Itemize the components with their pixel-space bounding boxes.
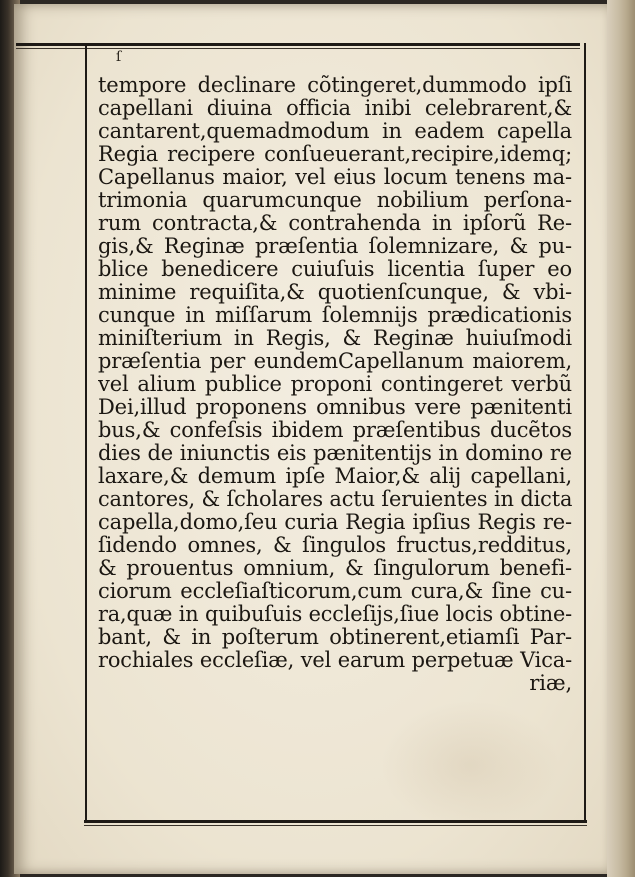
bottom-border-rule	[84, 820, 587, 823]
text-line: trimonia quarumcunque nobilium perſona-	[98, 189, 572, 212]
text-line: rochiales eccleſiæ, vel earum perpetuæ Vica-	[98, 649, 572, 672]
text-line: cantarent,quemadmodum in eadem capella	[98, 120, 572, 143]
text-line: minime requiſita,& quotienſcunque, & vbi-	[98, 281, 572, 304]
text-line: capella,domo,ſeu curia Regia ipſius Regis re-	[98, 511, 572, 534]
paper-stain	[380, 700, 560, 830]
top-border-thin-rule	[16, 48, 580, 49]
text-line: miniſterium in Regis, & Reginæ huiuſmodi	[98, 327, 572, 350]
text-line: blice benedicere cuiuſuis licentia ſuper eo	[98, 258, 572, 281]
left-border-rule	[85, 43, 87, 823]
top-border-rule	[16, 43, 580, 46]
text-line: ciorum eccleſiaſticorum,cum cura,& ſine cu-	[98, 580, 572, 603]
top-mark: ſ	[116, 49, 122, 65]
text-line: laxare,& demum ipſe Maior,& alij capellani,	[98, 465, 572, 488]
text-line-last: riæ,	[529, 672, 572, 695]
text-line: capellani diuina officia inibi celebrarent,&	[98, 97, 572, 120]
text-line: ra,quæ in quibuſuis eccleſijs,ſiue locis obtine-	[98, 603, 572, 626]
text-line: tempore declinare cõtingeret,dummodo ipſi	[98, 74, 572, 97]
text-line: vel alium publice proponi contingeret verbũ	[98, 373, 572, 396]
text-line: Regia recipere conſueuerant,recipire,idemq;	[98, 143, 572, 166]
text-line: præſentia per eundemCapellanum maiorem,	[98, 350, 572, 373]
next-page-edge	[607, 0, 635, 877]
text-line: rum contracta,& contrahenda in ipſorũ Re-	[98, 212, 572, 235]
text-line: gis,& Reginæ præſentia ſolemnizare, & pu-	[98, 235, 572, 258]
body-text	[98, 74, 572, 695]
text-line: & prouentus omnium, & ſingulorum benefi-	[98, 557, 572, 580]
text-line: dies de iniunctis eis pænitentijs in domino re	[98, 442, 572, 465]
text-line: bus,& confeſsis ibidem præſentibus ducẽtos	[98, 419, 572, 442]
text-line: Dei,illud proponens omnibus vere pænitenti	[98, 396, 572, 419]
text-line: Capellanus maior, vel eius locum tenens ma-	[98, 166, 572, 189]
text-line: ſidendo omnes, & ſingulos fructus,redditus,	[98, 534, 572, 557]
right-border-rule	[584, 43, 586, 823]
bottom-border-thin-rule	[84, 825, 587, 826]
text-line: bant, & in poſterum obtinerent,etiamſi Par-	[98, 626, 572, 649]
text-line: cunque in miſſarum ſolemnijs prædicationis	[98, 304, 572, 327]
text-line: cantores, & ſcholares actu ſeruientes in dicta	[98, 488, 572, 511]
